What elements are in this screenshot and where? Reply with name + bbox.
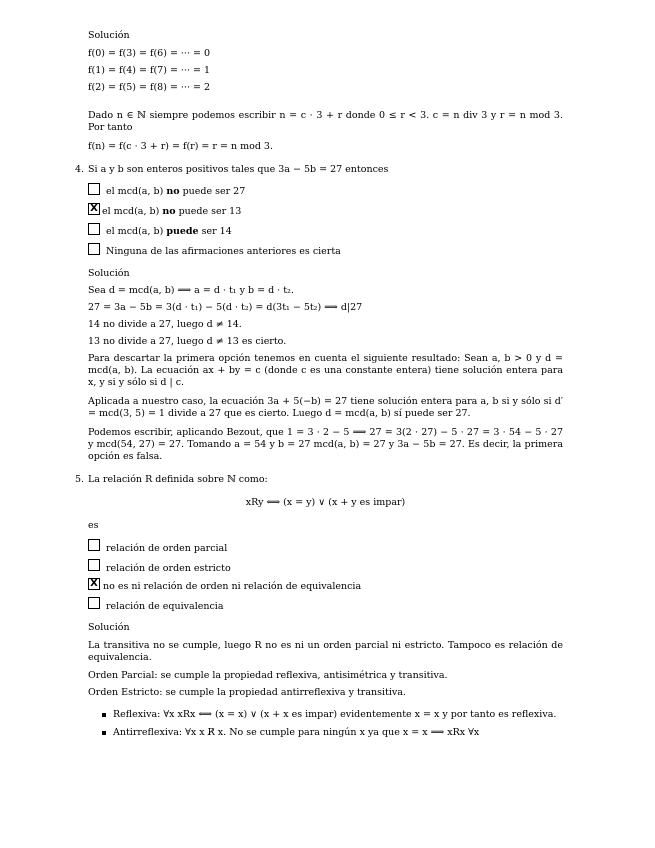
- checkbox[interactable]: [88, 223, 100, 235]
- checkbox[interactable]: [88, 559, 100, 571]
- list-item: Reflexiva: ∀x xRx ⟺ (x = x) ∨ (x + x es impar) evidentemente x = x y por tanto es reflexiva.: [113, 709, 557, 720]
- checkbox[interactable]: [88, 243, 100, 255]
- formula-line: Sea d = mcd(a, b) ⟹ a = d · t₁ y b = d · t₂.: [88, 285, 294, 296]
- option-text: relación de orden estricto: [106, 563, 231, 574]
- bullet-marker: [102, 713, 106, 717]
- option-text: Ninguna de las afirmaciones anteriores es cierta: [106, 246, 341, 257]
- checkbox[interactable]: [88, 597, 100, 609]
- option-text: el mcd(a, b) puede ser 14: [106, 226, 232, 237]
- display-formula: xRy ⟺ (x = y) ∨ (x + y es impar): [245, 497, 406, 508]
- formula-line: f(1) = f(4) = f(7) = ··· = 1: [88, 65, 211, 76]
- formula-line: f(n) = f(c · 3 + r) = f(r) = r = n mod 3.: [88, 141, 273, 152]
- question-text: La relación R definida sobre ℕ como:: [88, 474, 268, 485]
- paragraph: La transitiva no se cumple, luego R no es ni un orden parcial ni estricto. Tampoco es relación de equivalencia.: [88, 640, 563, 663]
- paragraph: Podemos escribir, aplicando Bezout, que 1 = 3 · 2 − 5 ⟹ 27 = 3(2 · 27) − 5 · 27 = 3 · 54 − 5 · 27 y mcd(54, 27) = 27. Tomando a = 54 y b = 27 mcd(a, b) = 27 y 3a − 5b = 27. Es decir, la primera opción es falsa.: [88, 427, 563, 462]
- paragraph: Orden Parcial: se cumple la propiedad reflexiva, antisimétrica y transitiva.: [88, 670, 448, 681]
- solution-heading: Solución: [88, 622, 130, 633]
- formula-line: f(0) = f(3) = f(6) = ··· = 0: [88, 48, 211, 59]
- option-text: el mcd(a, b) no puede ser 13: [102, 206, 242, 217]
- bullet-marker: [102, 731, 106, 735]
- paragraph: Para descartar la primera opción tenemos en cuenta el siguiente resultado: Sean a, b > 0 y d = mcd(a, b). La ecuación ax + by = c (donde c es una constante entera) tiene solución entera para x, y si y sólo si d | c.: [88, 353, 563, 388]
- option-text: relación de orden parcial: [106, 543, 228, 554]
- paragraph: Aplicada a nuestro caso, la ecuación 3a + 5(−b) = 27 tiene solución entera para a, b si y sólo si d′ = mcd(3, 5) = 1 divide a 27 que es cierto. Luego d = mcd(a, b) sí puede ser 27.: [88, 396, 563, 419]
- static-text: es: [88, 520, 99, 531]
- formula-line: 14 no divide a 27, luego d ≠ 14.: [88, 319, 242, 330]
- formula-line: f(2) = f(5) = f(8) = ··· = 2: [88, 82, 211, 93]
- option-text: el mcd(a, b) no puede ser 27: [106, 186, 246, 197]
- formula-line: 13 no divide a 27, luego d ≠ 13 es cierto.: [88, 336, 287, 347]
- formula-line: 27 = 3a − 5b = 3(d · t₁) − 5(d · t₂) = d(3t₁ − 5t₂) ⟹ d|27: [88, 302, 363, 313]
- checkbox[interactable]: [88, 539, 100, 551]
- checkbox[interactable]: [88, 183, 100, 195]
- checkbox[interactable]: X: [88, 203, 100, 215]
- list-item: Antirreflexiva: ∀x x R̸ x. No se cumple para ningún x ya que x = x ⟹ xRx ∀x: [113, 727, 480, 738]
- question-number: 4.: [75, 164, 85, 175]
- question-text: Si a y b son enteros positivos tales que 3a − 5b = 27 entonces: [88, 164, 389, 175]
- paragraph: Orden Estricto: se cumple la propiedad antirreflexiva y transitiva.: [88, 687, 406, 698]
- option-text: no es ni relación de orden ni relación de equivalencia: [103, 581, 362, 592]
- question-number: 5.: [75, 474, 85, 485]
- paragraph: Dado n ∈ ℕ siempre podemos escribir n = c · 3 + r donde 0 ≤ r < 3. c = n div 3 y r = n mod 3. Por tanto: [88, 110, 563, 133]
- checkbox[interactable]: X: [88, 578, 100, 590]
- solution-heading: Solución: [88, 268, 130, 279]
- solution-heading: Solución: [88, 30, 130, 41]
- option-text: relación de equivalencia: [106, 601, 224, 612]
